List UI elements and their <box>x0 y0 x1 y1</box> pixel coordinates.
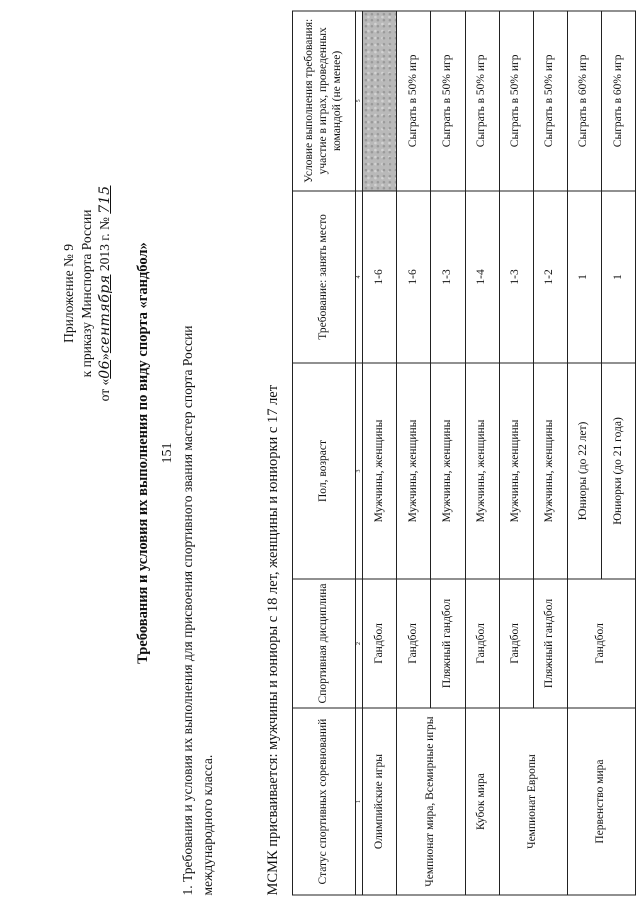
discipline-cell: Гандбол <box>465 578 499 707</box>
place-cell: 1-6 <box>397 190 431 362</box>
discipline-cell: Пляжный гандбол <box>533 578 567 707</box>
appendix-block <box>60 185 115 401</box>
condition-cell: Сыграть в 50% игр <box>499 11 533 191</box>
discipline-cell: Гандбол <box>397 578 431 707</box>
column-number: 4 <box>355 190 362 362</box>
discipline-cell: Гандбол <box>567 578 635 707</box>
column-number: 5 <box>355 11 362 191</box>
appendix-number: Приложение № 9 <box>61 243 76 343</box>
discipline-cell: Гандбол <box>363 578 397 707</box>
place-cell: 1 <box>567 190 601 362</box>
discipline-cell: Пляжный гандбол <box>431 578 465 707</box>
date-year: 2013 г. № <box>97 213 113 275</box>
sex-age-cell: Мужчины, женщины <box>465 363 499 579</box>
table-row <box>567 11 601 895</box>
header-place: Требование: занять место <box>293 190 356 362</box>
discipline-cell: Гандбол <box>499 578 533 707</box>
status-cell: Чемпионат мира, Всемирные игры <box>397 708 465 895</box>
sex-age-cell: Мужчины, женщины <box>397 363 431 579</box>
class-heading: МСМК присваивается: мужчины и юниоры с 18 лет, женщины и юниорки с 17 лет <box>265 384 281 895</box>
sex-age-cell: Мужчины, женщины <box>499 363 533 579</box>
status-cell: Кубок мира <box>465 708 499 895</box>
requirements-table <box>292 10 636 895</box>
place-cell: 1-6 <box>363 190 397 362</box>
table-row <box>363 11 397 895</box>
sex-age-cell: Юниоры (до 22 лет) <box>567 363 601 579</box>
handwritten-month: сентября <box>97 274 114 353</box>
appendix-order-reference: к приказу Минспорта России <box>79 209 95 377</box>
condition-cell: Сыграть в 50% игр <box>533 11 567 191</box>
place-cell: 1-3 <box>499 190 533 362</box>
sex-age-cell: Мужчины, женщины <box>363 363 397 579</box>
status-cell: Чемпионат Европы <box>499 708 567 895</box>
column-number: 2 <box>355 578 362 707</box>
column-number: 1 <box>355 708 362 895</box>
header-status: Статус спортивных соревнований <box>293 708 356 895</box>
condition-cell: Сыграть в 60% игр <box>567 11 601 191</box>
document-title: Требования и условия их выполнения по виду спорта «гандбол» <box>135 241 151 664</box>
header-condition: Условие выполнения требования: участие в играх, проведенных командой (не менее) <box>293 11 356 191</box>
date-prefix: от « <box>97 378 113 401</box>
condition-cell-shaded <box>363 11 397 191</box>
sex-age-cell: Мужчины, женщины <box>533 363 567 579</box>
appendix-order-date <box>96 185 115 401</box>
page-number: 151 <box>160 442 175 463</box>
status-cell: Первенство мира <box>567 708 635 895</box>
column-number: 3 <box>355 363 362 579</box>
header-sex-age: Пол, возраст <box>293 363 356 579</box>
sex-age-cell: Мужчины, женщины <box>431 363 465 579</box>
place-cell: 1-2 <box>533 190 567 362</box>
table-header-row <box>293 11 356 895</box>
handwritten-day: 06 <box>97 359 114 379</box>
table-row <box>499 11 533 895</box>
table-row <box>465 11 499 895</box>
place-cell: 1-4 <box>465 190 499 362</box>
condition-cell: Сыграть в 50% игр <box>465 11 499 191</box>
header-discipline: Спортивная дисциплина <box>293 578 356 707</box>
handwritten-order-number: 715 <box>97 185 114 214</box>
condition-cell: Сыграть в 50% игр <box>397 11 431 191</box>
column-number-row <box>355 11 362 895</box>
intro-paragraph: 1. Требования и условия их выполнения для присвоения спортивного звания мастер спорта России международного класса. <box>180 324 215 895</box>
condition-cell: Сыграть в 60% игр <box>601 11 635 191</box>
sex-age-cell: Юниорки (до 21 года) <box>601 363 635 579</box>
status-cell: Олимпийские игры <box>363 708 397 895</box>
place-cell: 1 <box>601 190 635 362</box>
condition-cell: Сыграть в 50% игр <box>431 11 465 191</box>
date-quote: » <box>97 352 113 360</box>
place-cell: 1-3 <box>431 190 465 362</box>
table-row <box>397 11 431 895</box>
